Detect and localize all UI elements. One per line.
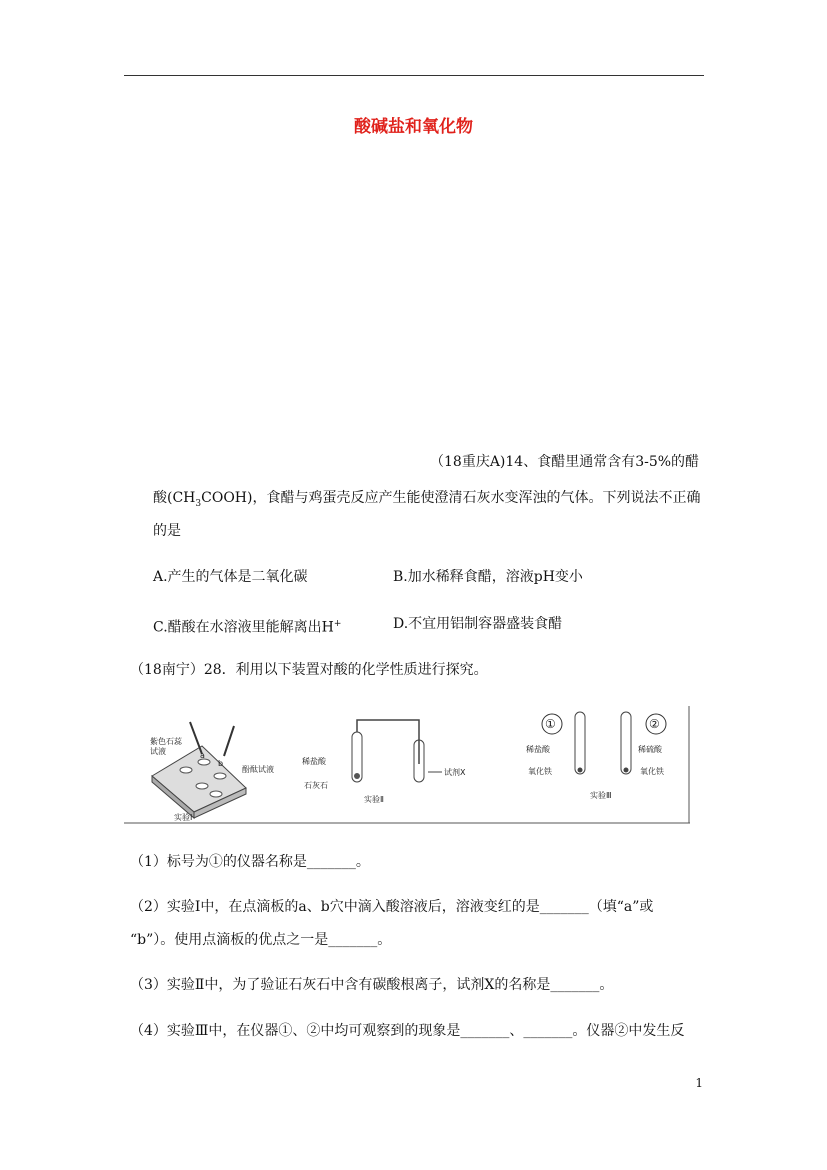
q14-option-a: A.产生的气体是二氧化碳: [153, 569, 308, 585]
q28-sub3: （3）实验Ⅱ中，为了验证石灰石中含有碳酸根离子，试剂X的名称是_______。: [130, 977, 614, 993]
label-limestone: 石灰石: [304, 781, 328, 790]
label-hcl: 稀盐酸: [302, 757, 326, 766]
q14-option-c: [153, 614, 341, 638]
q28-intro: （18南宁）28．利用以下装置对酸的化学性质进行探究。: [130, 662, 488, 678]
header-rule: [124, 75, 704, 76]
delivery-tube: [357, 720, 419, 764]
experiment-3: [526, 712, 666, 800]
q14-option-b: B.加水稀释食醋，溶液pH变小: [393, 569, 583, 585]
label-tube-2: ②: [649, 717, 660, 731]
q28-sub2-line2: “b”）。使用点滴板的优点之一是_______。: [130, 932, 392, 948]
experiment-2: [302, 720, 466, 804]
page-title: 酸碱盐和氧化物: [354, 117, 473, 137]
label-litmus-2: 试液: [150, 747, 166, 756]
label-iron-oxide-2: 氧化铁: [640, 767, 664, 776]
label-a: a: [200, 751, 205, 760]
q14-option-c-text: C.醋酸在水溶液里能解离出H: [153, 619, 334, 636]
label-reagent-x: 试剂X: [444, 768, 466, 777]
caption-exp3: 实验Ⅲ: [590, 791, 612, 800]
label-dilute-h2so4: 稀硫酸: [638, 745, 662, 754]
page-number: 1: [695, 1076, 703, 1090]
caption-exp2: 实验Ⅱ: [364, 795, 384, 804]
dropper-right: [224, 726, 234, 756]
q14-option-c-sup: +: [333, 619, 342, 629]
q28-sub2-line1: （2）实验Ⅰ中，在点滴板的a、b穴中滴入酸溶液后，溶液变红的是_______（填“a”或: [130, 899, 654, 915]
label-tube-1: ①: [545, 717, 556, 731]
q14-line3: 的是: [153, 523, 181, 539]
caption-exp1: 实验Ⅰ: [174, 813, 193, 822]
label-phenolphthalein: 酚酞试液: [242, 765, 274, 774]
q14-line1: （18重庆A)14、食醋里通常含有3-5%的醋: [430, 454, 700, 470]
experiment-figure: [124, 706, 690, 824]
q14-option-d: D.不宜用铝制容器盛装食醋: [393, 616, 563, 632]
experiment-1: [150, 722, 274, 822]
label-iron-oxide-1: 氧化铁: [528, 767, 552, 776]
q14-line2: [153, 488, 700, 514]
q14-subscript: 3: [195, 498, 202, 509]
label-b: b: [218, 759, 224, 768]
q14-line2-start: 酸(CH: [153, 490, 196, 506]
q28-sub4: （4）实验Ⅲ中，在仪器①、②中均可观察到的现象是_______、_______。仪器②中发生反: [130, 1023, 685, 1039]
label-dilute-hcl: 稀盐酸: [526, 745, 550, 754]
label-litmus-1: 紫色石蕊: [150, 737, 182, 746]
q14-line2-end: COOH)，食醋与鸡蛋壳反应产生能使澄清石灰水变浑浊的气体。下列说法不正确: [201, 490, 701, 506]
q28-sub1: （1）标号为①的仪器名称是_______。: [130, 854, 370, 870]
